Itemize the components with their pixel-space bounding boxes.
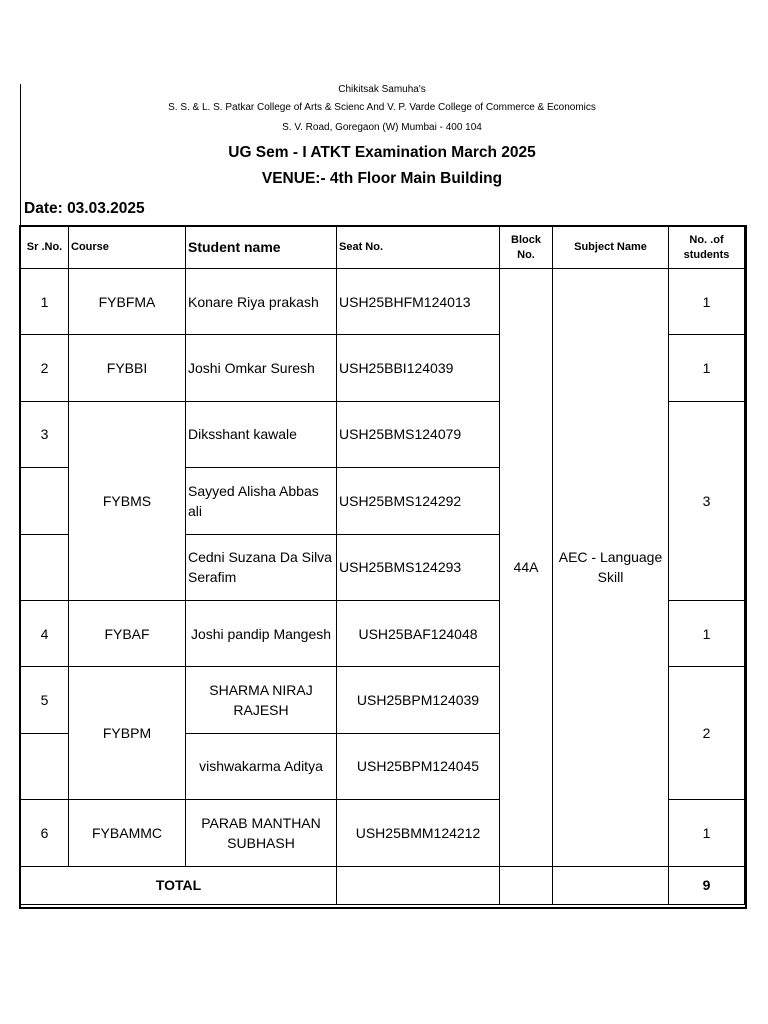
- seat-cell: USH25BMS124293: [337, 534, 500, 600]
- seat-cell: USH25BBI124039: [337, 335, 500, 401]
- col-student-header: Student name: [186, 227, 337, 269]
- col-sr-header: Sr .No.: [21, 227, 69, 269]
- student-cell: Diksshant kawale: [186, 401, 337, 467]
- seat-cell: USH25BPM124039: [337, 667, 500, 733]
- total-empty-cell: [553, 866, 669, 904]
- college-address: S. V. Road, Goregaon (W) Mumbai - 400 104: [282, 122, 482, 133]
- student-cell: vishwakarma Aditya: [186, 733, 337, 799]
- college-name: S. S. & L. S. Patkar College of Arts & Scienc And V. P. Varde College of Commerce & Economics: [168, 102, 596, 113]
- student-cell: SHARMA NIRAJ RAJESH: [186, 667, 337, 733]
- student-cell: Joshi Omkar Suresh: [186, 335, 337, 401]
- course-cell: FYBBI: [69, 335, 186, 401]
- venue: VENUE:- 4th Floor Main Building: [261, 170, 503, 187]
- seat-cell: USH25BAF124048: [337, 600, 500, 666]
- col-block-header: Block No.: [500, 227, 553, 269]
- exam-title: UG Sem - I ATKT Examination March 2025: [228, 144, 536, 161]
- sr-cell: 5: [21, 667, 69, 733]
- col-seat-header: Seat No.: [337, 227, 500, 269]
- course-cell: FYBMS: [69, 401, 186, 600]
- student-cell: Konare Riya prakash: [186, 269, 337, 335]
- seat-cell: USH25BPM124045: [337, 733, 500, 799]
- col-count-header: No. .of students: [669, 227, 745, 269]
- block-cell: 44A: [500, 269, 553, 867]
- society-name: Chikitsak Samuha's: [338, 84, 426, 95]
- count-cell: 1: [669, 800, 745, 866]
- student-cell: Sayyed Alisha Abbas ali: [186, 468, 337, 534]
- course-cell: FYBFMA: [69, 269, 186, 335]
- col-subject-header: Subject Name: [553, 227, 669, 269]
- student-cell: Cedni Suzana Da Silva Serafim: [186, 534, 337, 600]
- sr-cell: 3: [21, 401, 69, 467]
- exam-date: Date: 03.03.2025: [24, 200, 145, 217]
- table-row: [21, 269, 745, 335]
- seat-cell: USH25BMS124079: [337, 401, 500, 467]
- student-cell: Joshi pandip Mangesh: [186, 600, 337, 666]
- course-cell: FYBPM: [69, 667, 186, 800]
- count-cell: 3: [669, 401, 745, 600]
- sr-cell: [21, 468, 69, 534]
- sr-cell: 6: [21, 800, 69, 866]
- total-value: 9: [669, 866, 745, 904]
- course-cell: FYBAMMC: [69, 800, 186, 866]
- attendance-table: [20, 226, 745, 905]
- count-cell: 1: [669, 600, 745, 666]
- seat-cell: USH25BMS124292: [337, 468, 500, 534]
- total-empty-cell: [337, 866, 500, 904]
- total-row: [21, 866, 745, 904]
- seat-cell: USH25BMM124212: [337, 800, 500, 866]
- table-header-row: [21, 227, 745, 269]
- sr-cell: [21, 534, 69, 600]
- subject-cell: AEC - Language Skill: [553, 269, 669, 867]
- sr-cell: [21, 733, 69, 799]
- sr-cell: 1: [21, 269, 69, 335]
- total-label: TOTAL: [21, 866, 337, 904]
- total-empty-cell: [500, 866, 553, 904]
- count-cell: 2: [669, 667, 745, 800]
- student-cell: PARAB MANTHAN SUBHASH: [186, 800, 337, 866]
- count-cell: 1: [669, 269, 745, 335]
- col-course-header: Course: [69, 227, 186, 269]
- seat-cell: USH25BHFM124013: [337, 269, 500, 335]
- sr-cell: 2: [21, 335, 69, 401]
- sr-cell: 4: [21, 600, 69, 666]
- count-cell: 1: [669, 335, 745, 401]
- course-cell: FYBAF: [69, 600, 186, 666]
